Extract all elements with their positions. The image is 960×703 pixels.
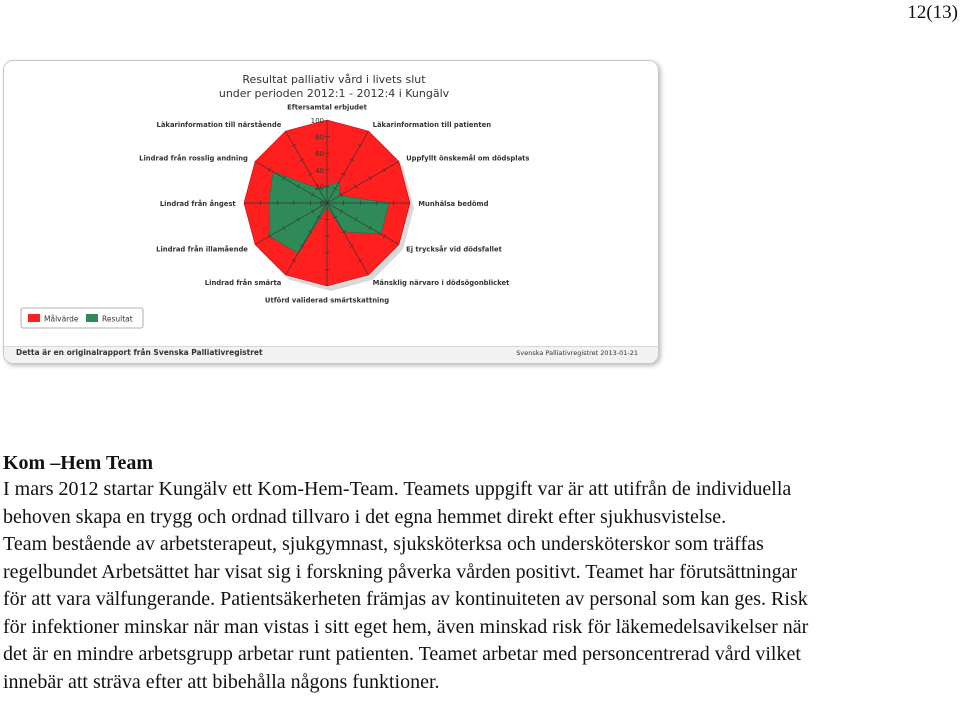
article-line: I mars 2012 startar Kungälv ett Kom-Hem-Team. Teamets uppgift var är att utifrån de individuella xyxy=(3,478,792,500)
legend-swatch xyxy=(28,314,40,322)
article-line: behoven skapa en trygg och ordnad tillvaro i det egna hemmet direkt efter sjukhusvistelse. xyxy=(3,505,727,528)
article-heading: Kom –Hem Team xyxy=(3,452,153,474)
footer-source: Detta är en originalrapport från Svenska Palliativregistret xyxy=(16,348,263,357)
article xyxy=(3,450,958,696)
article-line: det är en mindre arbetsgrupp arbetar runt patienten. Teamet arbetar med personcentrerad vård vilket xyxy=(3,643,801,665)
chart-legend xyxy=(21,308,143,328)
radar-tick-label: 100 xyxy=(310,117,324,125)
radar-category-label: Munhälsa bedömd xyxy=(418,200,489,208)
article-line: innebär att sträva efter att bibehålla någons funktioner. xyxy=(3,670,440,693)
radar-category-label: Mänsklig närvaro i dödsögonblicket xyxy=(372,279,510,288)
chart-title: Resultat palliativ vård i livets slut xyxy=(242,73,426,86)
legend-swatch xyxy=(86,314,98,322)
radar-tick-label: 40 xyxy=(315,166,324,175)
chart-subtitle: under perioden 2012:1 - 2012:4 i Kungälv xyxy=(218,87,450,100)
radar-category-label: Lindrad från rosslig andning xyxy=(139,154,248,163)
radar-category-label: Läkarinformation till närstående xyxy=(156,120,282,129)
radar-category-label: Läkarinformation till patienten xyxy=(372,120,492,129)
radar-category-label: Uppfyllt önskemål om dödsplats xyxy=(406,154,530,163)
radar-chart xyxy=(4,61,658,347)
radar-category-label: Eftersamtal erbjudet xyxy=(287,103,367,112)
page-number: 12(13) xyxy=(907,2,958,23)
chart-figure xyxy=(3,60,659,364)
article-line: för att vara välfungerande. Patientsäkerheten främjas av kontinuiteten av personal som kan ges. Risk xyxy=(3,588,808,610)
legend-label: Resultat xyxy=(102,314,133,324)
radar-tick-label: 0 xyxy=(319,200,324,208)
radar-tick-label: 20 xyxy=(315,183,324,192)
radar-tick-label: 60 xyxy=(315,150,324,159)
article-line: för infektioner minskar när man vistas i sitt eget hem, även minskad risk för läkemedelsavikelser när xyxy=(3,615,809,638)
figure-footer xyxy=(4,346,658,363)
radar-category-label: Ej trycksår vid dödsfallet xyxy=(406,245,502,254)
article-line: Team bestående av arbetsterapeut, sjukgymnast, sjuksköterksa och undersköterskor som träffas xyxy=(3,533,764,555)
radar-category-label: Lindrad från ångest xyxy=(159,200,236,208)
radar-category-label: Utförd validerad smärtskattning xyxy=(264,296,390,305)
article-line: regelbundet Arbetsättet har visat sig i forskning påverka vården positivt. Teamet har förutsättningar xyxy=(3,560,798,583)
footer-date: Svenska Palliativregistret 2013-01-21 xyxy=(516,349,638,357)
legend-label: Målvärde xyxy=(44,314,79,324)
radar-category-label: Lindrad från illamående xyxy=(156,245,248,254)
radar-category-label: Lindrad från smärta xyxy=(204,279,282,288)
radar-tick-label: 80 xyxy=(315,133,324,142)
